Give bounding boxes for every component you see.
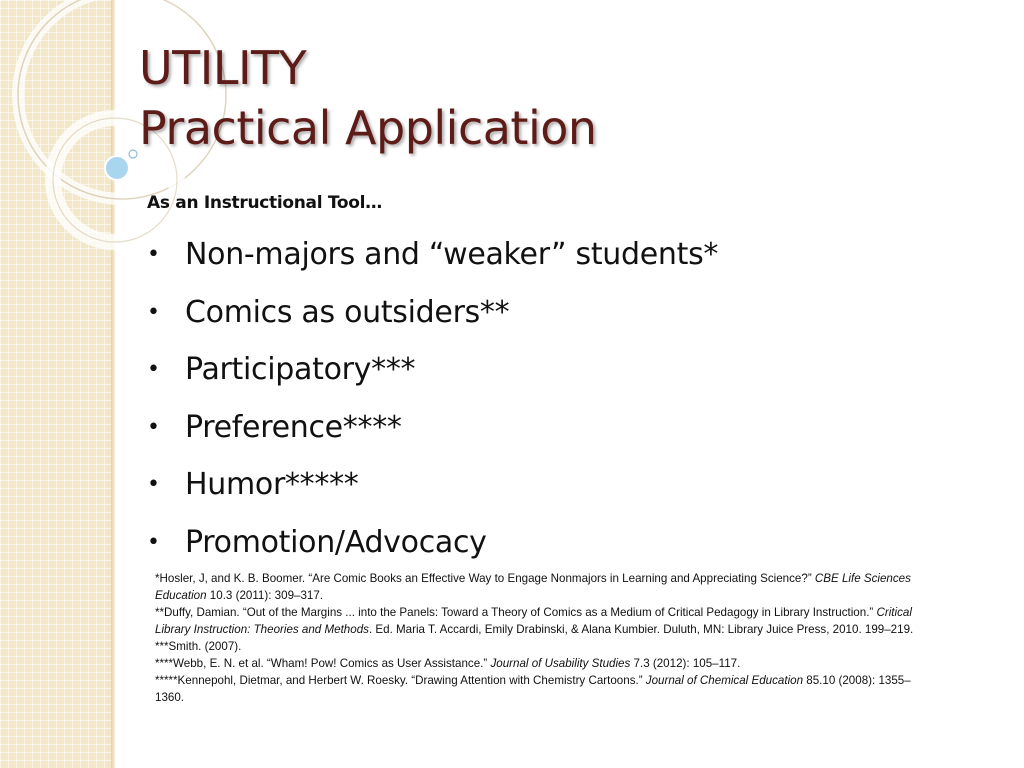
subheading: As an Instructional Tool… — [147, 193, 382, 213]
references — [155, 570, 915, 706]
bullet-item — [147, 287, 718, 345]
bullet-item — [147, 402, 718, 460]
bullet-item — [147, 459, 718, 517]
reference-text: . Ed. Maria T. Accardi, Emily Drabinski, & Alana Kumbier. Duluth, MN: Library Juice Press, 2010. 199–219. — [368, 623, 914, 636]
bullet-glyph: • — [147, 242, 160, 267]
bullet-item — [147, 344, 718, 402]
reference-entry — [155, 570, 915, 604]
bullet-item — [147, 517, 718, 575]
reference-text: **Duffy, Damian. “Out of the Margins ... into the Panels: Toward a Theory of Comics as a Medium of Critical Pedagogy in Library Instruction.” — [155, 606, 877, 619]
bullet-glyph: • — [147, 529, 160, 555]
reference-entry — [155, 655, 915, 672]
reference-source: Journal of Usability Studies — [490, 657, 631, 670]
slide-title — [139, 38, 597, 158]
bullet-text: Promotion/Advocacy — [185, 524, 487, 560]
bullet-text: Non-majors and “weaker” students* — [185, 237, 719, 272]
reference-entry — [155, 672, 915, 706]
reference-source: Journal of Chemical Education — [645, 674, 804, 687]
bullet-text: Participatory*** — [185, 352, 416, 387]
reference-source: CBE Life Sciences Education — [155, 572, 911, 602]
bullet-text: Preference**** — [185, 409, 402, 445]
reference-text: 10.3 (2011): 309–317. — [206, 589, 324, 602]
reference-text: *Hosler, J, and K. B. Boomer. “Are Comic Books an Effective Way to Engage Nonmajors in Learning and Appreciating Science?” — [155, 572, 815, 585]
bullet-item — [147, 229, 718, 287]
bullet-glyph: • — [147, 299, 160, 325]
reference-entry — [155, 604, 915, 638]
reference-source: Critical Library Instruction: Theories and Methods — [155, 606, 912, 636]
bullet-text: Humor***** — [185, 467, 359, 502]
decorative-dot-small — [129, 150, 137, 158]
title-line-2: Practical Application — [139, 101, 597, 155]
reference-text: *****Kennepohl, Dietmar, and Herbert W. Roesky. “Drawing Attention with Chemistry Cartoons.” — [155, 674, 646, 687]
bullet-text: Comics as outsiders** — [185, 294, 510, 330]
reference-text: ***Smith. (2007). — [155, 640, 242, 653]
bullet-glyph: • — [147, 414, 160, 440]
reference-text: 7.3 (2012): 105–117. — [630, 657, 741, 670]
reference-text: 85.10 (2008): 1355–1360. — [155, 674, 911, 704]
reference-entry — [155, 638, 915, 655]
bullet-glyph: • — [147, 472, 160, 497]
bullet-glyph: • — [147, 357, 160, 382]
reference-text: ****Webb, E. N. et al. “Wham! Pow! Comics as User Assistance.” — [155, 657, 491, 670]
title-line-1: UTILITY — [139, 41, 307, 95]
bullet-list — [147, 229, 718, 574]
decorative-dot-blue — [105, 156, 129, 180]
